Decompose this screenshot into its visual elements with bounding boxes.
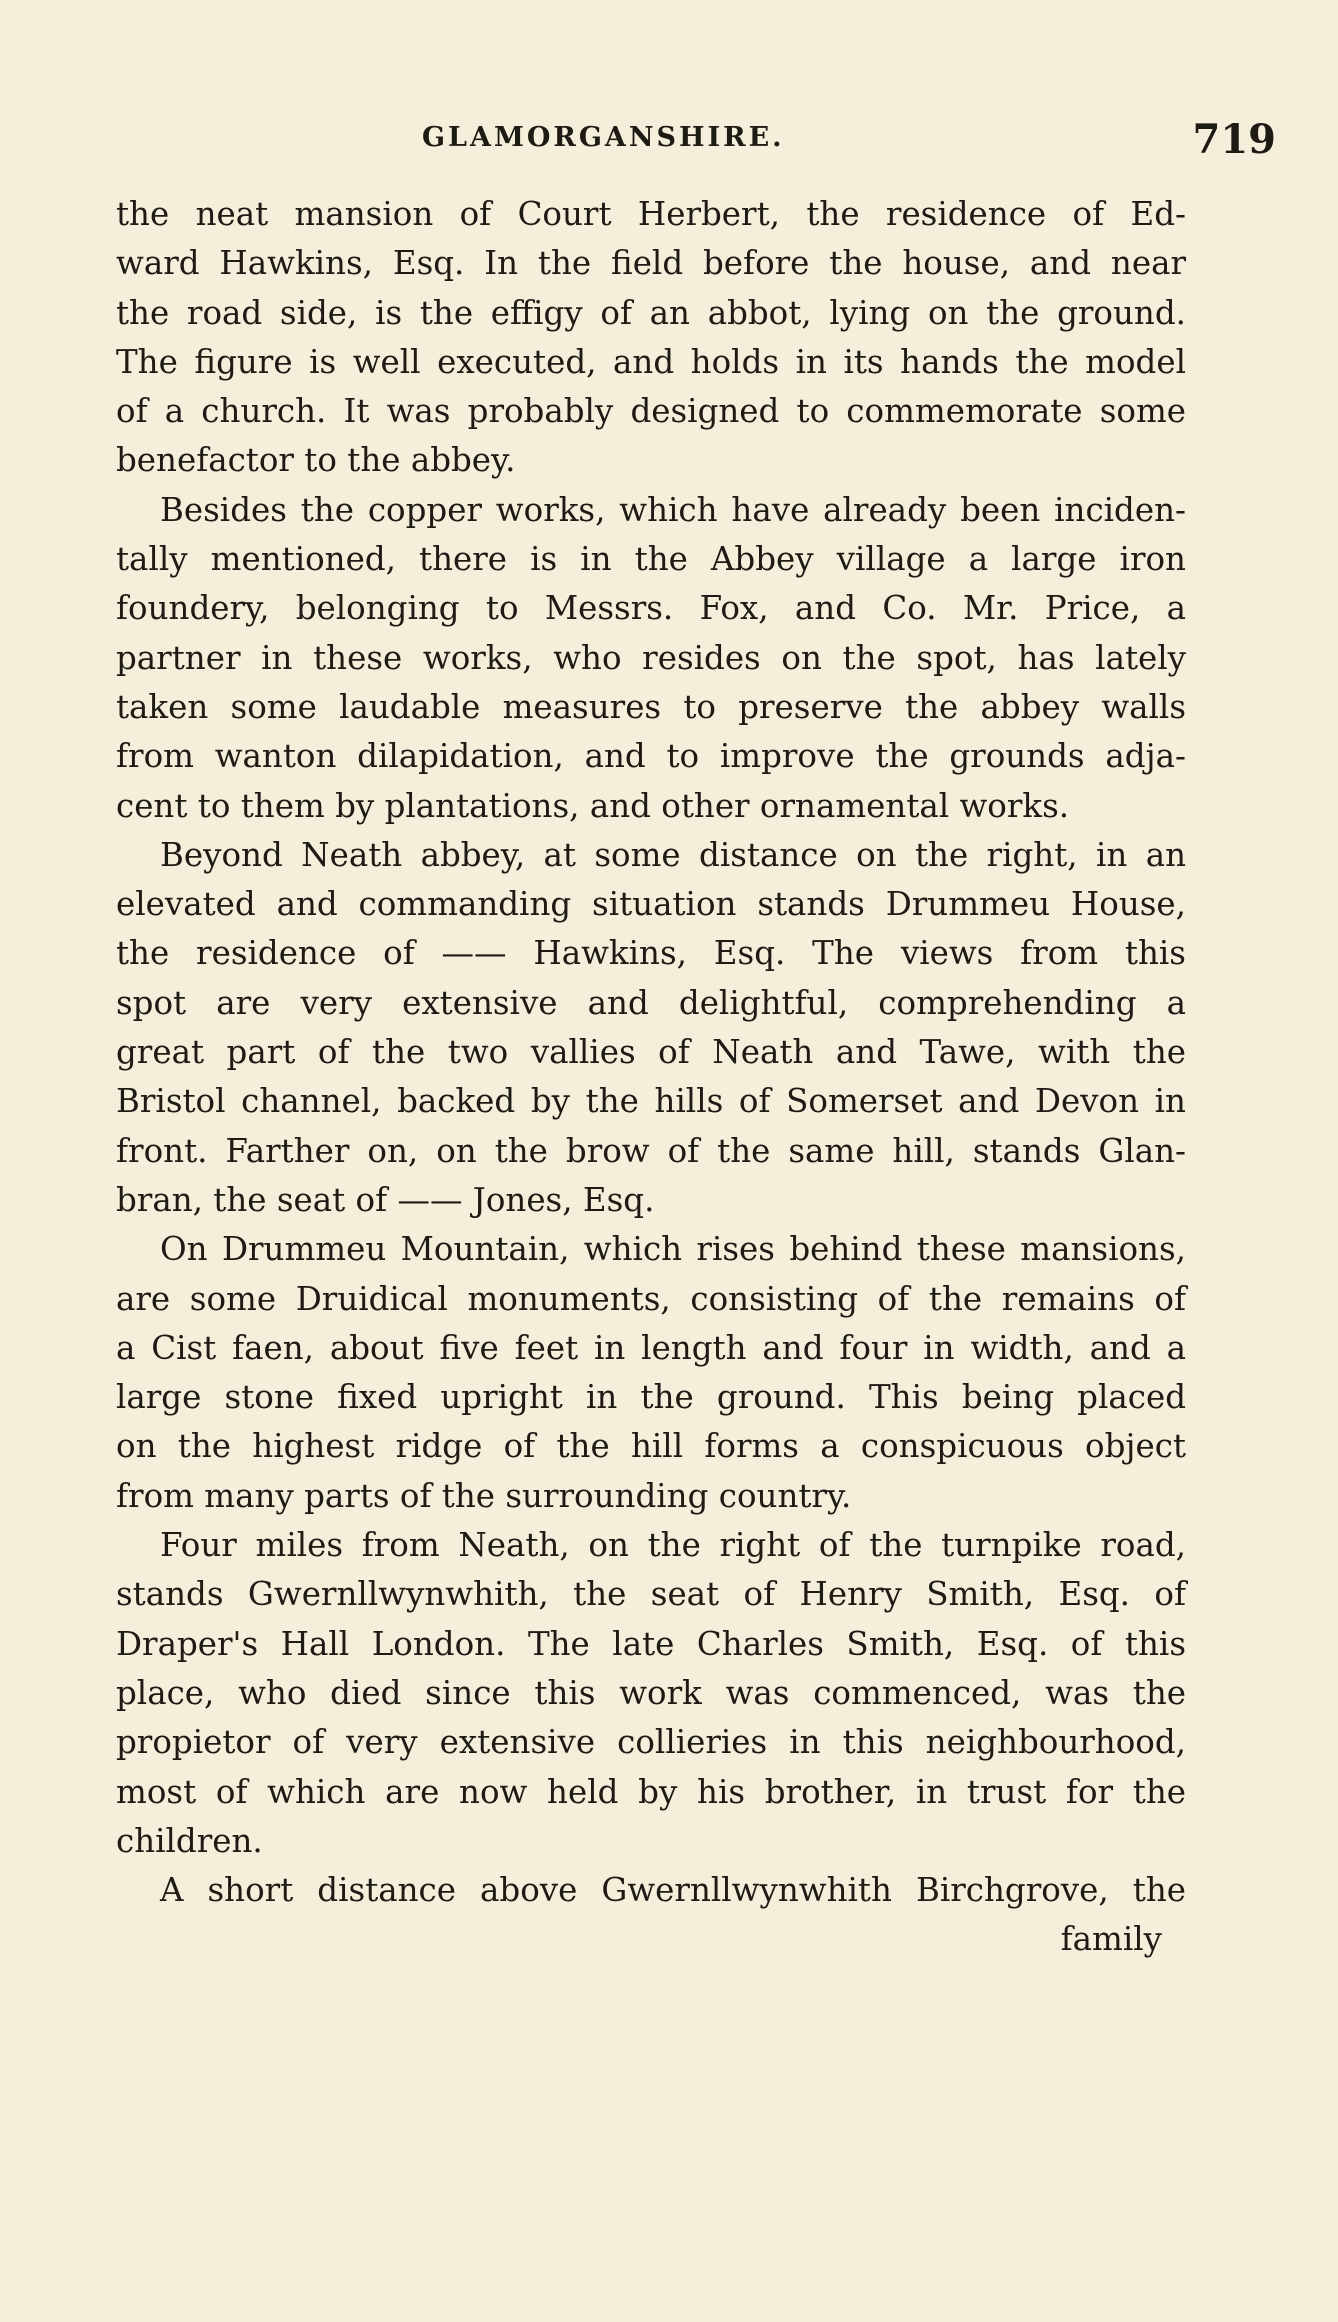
text-line: The figure is well executed, and holds in its hands the model — [116, 342, 1186, 381]
page-header — [400, 116, 1290, 176]
text-line: Bristol channel, backed by the hills of Somerset and Devon in — [116, 1082, 1186, 1121]
page-number: 719 — [1192, 116, 1276, 163]
body-text — [116, 190, 1186, 1965]
text-line: elevated and commanding situation stands Drummeu House, — [116, 885, 1186, 924]
text-line: bran, the seat of —— Jones, Esq. — [116, 1180, 655, 1219]
text-line: of a church. It was probably designed to commemorate some — [116, 392, 1186, 431]
text-line: a Cist faen, about five feet in length and four in width, and a — [116, 1328, 1186, 1367]
text-line: are some Druidical monuments, consisting of the remains of — [116, 1279, 1186, 1318]
text-line: A short distance above Gwernllwynwhith Birchgrove, the — [160, 1871, 1186, 1910]
text-line: tally mentioned, there is in the Abbey village a large iron — [116, 540, 1186, 579]
text-line: place, who died since this work was commenced, was the — [116, 1673, 1186, 1712]
text-line: large stone fixed upright in the ground. This being placed — [116, 1378, 1186, 1417]
text-line: from wanton dilapidation, and to improve the grounds adja- — [116, 737, 1186, 776]
text-line: cent to them by plantations, and other ornamental works. — [116, 786, 1070, 825]
text-line: children. — [116, 1821, 263, 1860]
text-line: most of which are now held by his brother, in trust for the — [116, 1772, 1186, 1811]
text-line: benefactor to the abbey. — [116, 441, 516, 480]
text-line: on the highest ridge of the hill forms a conspicuous object — [116, 1427, 1186, 1466]
text-line: Four miles from Neath, on the right of the turnpike road, — [160, 1526, 1186, 1565]
text-line: the neat mansion of Court Herbert, the residence of Ed- — [116, 195, 1186, 233]
text-line: On Drummeu Mountain, which rises behind these mansions, — [160, 1230, 1186, 1269]
text-line: stands Gwernllwynwhith, the seat of Henry Smith, Esq. of — [116, 1575, 1186, 1614]
text-line: spot are very extensive and delightful, comprehending a — [116, 983, 1186, 1022]
text-line: Draper's Hall London. The late Charles Smith, Esq. of this — [116, 1624, 1186, 1663]
text-line: the residence of —— Hawkins, Esq. The views from this — [116, 934, 1186, 973]
text-line: Beyond Neath abbey, at some distance on the right, in an — [160, 835, 1186, 874]
text-line: front. Farther on, on the brow of the same hill, stands Glan- — [116, 1131, 1186, 1170]
text-line: ward Hawkins, Esq. In the field before the house, and near — [116, 244, 1186, 283]
text-line: propietor of very extensive collieries in this neighbourhood, — [116, 1723, 1186, 1762]
text-line: Besides the copper works, which have already been inciden- — [160, 490, 1186, 529]
running-head: GLAMORGANSHIRE. — [422, 122, 785, 153]
text-line: taken some laudable measures to preserve the abbey walls — [116, 687, 1186, 726]
catchword: family — [1060, 1920, 1162, 1959]
text-line: partner in these works, who resides on the spot, has lately — [116, 638, 1186, 677]
text-line: the road side, is the effigy of an abbot, lying on the ground. — [116, 293, 1186, 332]
text-line: foundery, belonging to Messrs. Fox, and Co. Mr. Price, a — [116, 589, 1186, 628]
text-line: from many parts of the surrounding country. — [116, 1476, 852, 1515]
text-line: great part of the two vallies of Neath and Tawe, with the — [116, 1033, 1186, 1072]
